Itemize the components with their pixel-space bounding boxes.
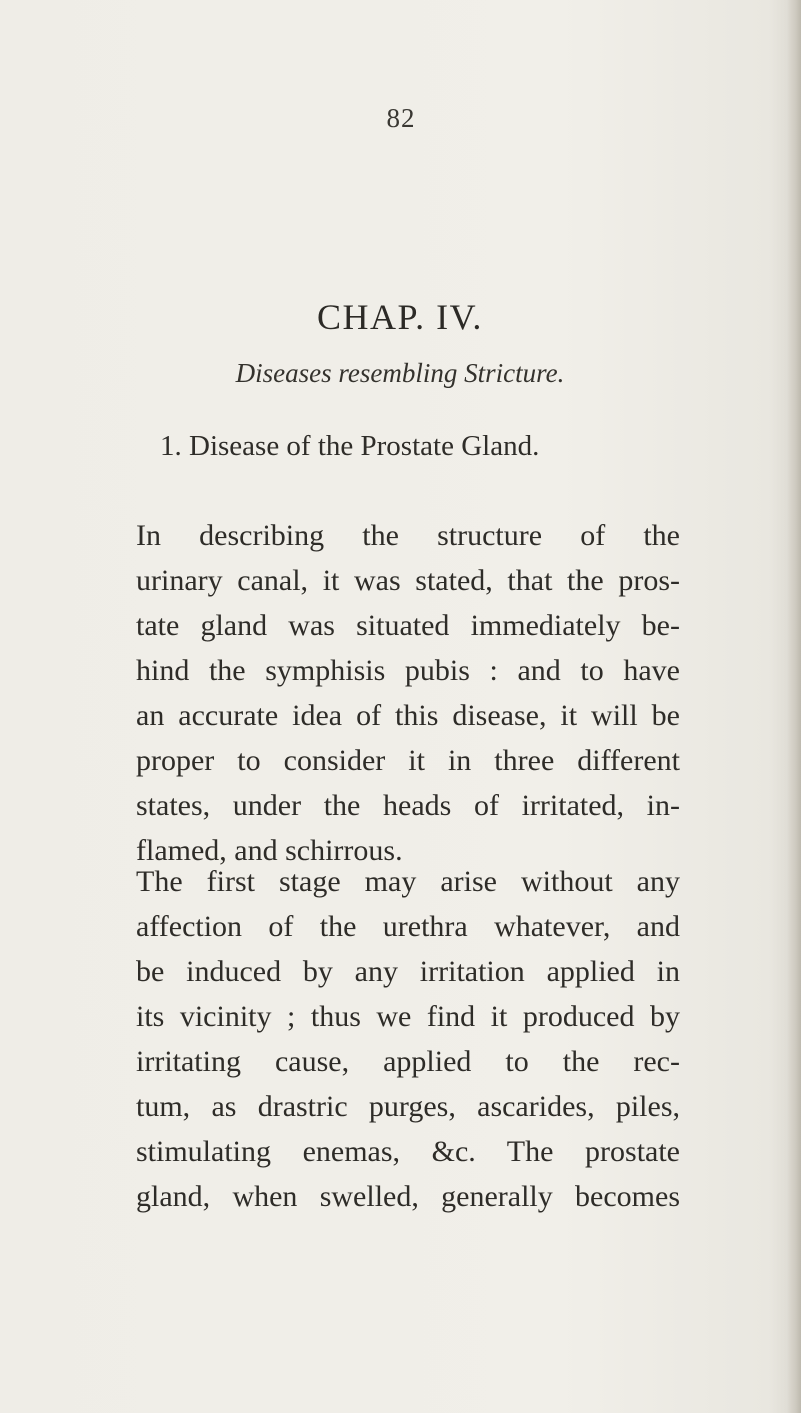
paragraph-line: hind the symphisis pubis : and to have [136,654,680,687]
paragraph-line: be induced by any irritation applied in [136,955,680,988]
paragraph-line: its vicinity ; thus we find it produced by [136,1000,680,1033]
paragraph-line: flamed, and schirrous. [136,834,403,867]
paragraph-line: stimulating enemas, &c. The prostate [136,1135,680,1168]
paragraph-line: urinary canal, it was stated, that the pros- [136,564,680,597]
paragraph-line: proper to consider it in three different [136,744,680,777]
paragraph-line: affection of the urethra whatever, and [136,910,680,943]
paragraph-line: tum, as drastric purges, ascarides, piles, [136,1090,680,1123]
paragraph-line: gland, when swelled, generally becomes [136,1180,680,1213]
section-heading: 1. Disease of the Prostate Gland. [160,430,540,462]
paragraph-line: states, under the heads of irritated, in- [136,789,680,822]
page-number: 82 [386,103,416,133]
paragraph-line: In describing the structure of the [136,519,680,552]
paragraph-1 [136,513,680,873]
paragraph-2 [136,859,680,1219]
paragraph-line: tate gland was situated immediately be- [136,609,680,642]
paragraph-line: an accurate idea of this disease, it will be [136,699,680,732]
chapter-title: CHAP. IV. [317,297,483,337]
page-edge-shadow [787,0,801,1413]
paragraph-line: The first stage may arise without any [136,865,680,898]
chapter-subtitle: Diseases resembling Stricture. [235,358,565,388]
paragraph-line: irritating cause, applied to the rec- [136,1045,680,1078]
